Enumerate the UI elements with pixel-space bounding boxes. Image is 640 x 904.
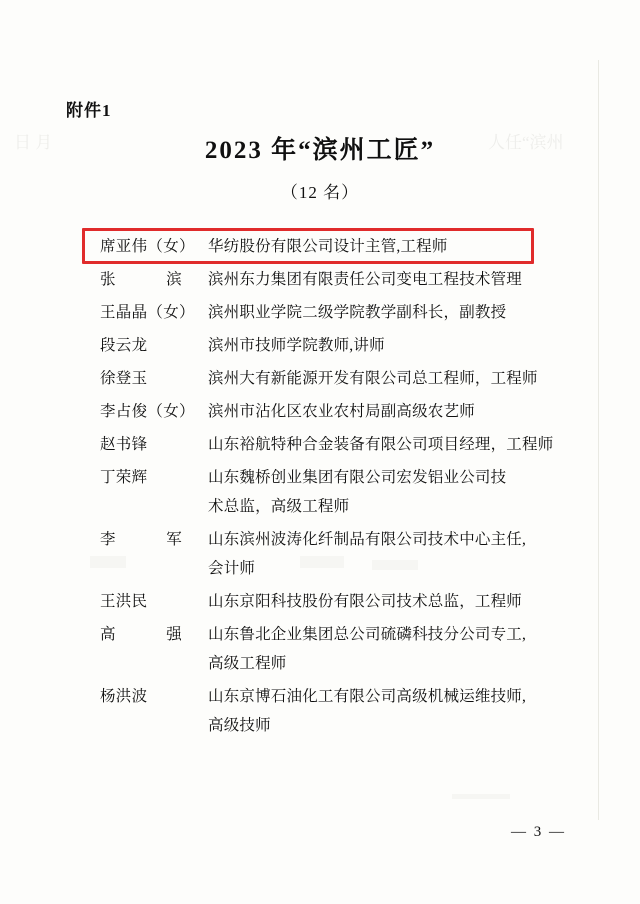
honoree-description-line2: 高级工程师 [208, 655, 287, 672]
honoree-description-line1: 山东裕航特种合金装备有限公司项目经理，工程师 [208, 436, 554, 453]
honoree-description-line1: 山东魏桥创业集团有限公司宏发铝业公司技 [208, 469, 507, 486]
honoree-description [208, 463, 570, 521]
list-item [100, 298, 570, 327]
honoree-list [100, 232, 570, 744]
honoree-description-line1: 滨州职业学院二级学院教学副科长，副教授 [208, 304, 507, 321]
honoree-description [208, 298, 570, 327]
list-item [100, 620, 570, 678]
page-subtitle: （12 名） [280, 183, 360, 202]
honoree-name: 席亚伟（女） [100, 238, 195, 255]
honoree-description [208, 430, 570, 459]
list-item [100, 397, 570, 426]
honoree-description-line2: 会计师 [208, 560, 256, 577]
honoree-description-line1: 山东鲁北企业集团总公司硫磷科技分公司专工, [208, 626, 527, 643]
honoree-name: 徐登玉 [100, 370, 148, 387]
honoree-description-line2: 高级技师 [208, 717, 271, 734]
honoree-name: 丁荣辉 [100, 469, 148, 486]
honoree-name: 张 滨 [100, 271, 182, 288]
honoree-name: 赵书锋 [100, 436, 148, 453]
scan-ghost-top-right: 人任“滨州 [488, 133, 564, 152]
honoree-description [208, 331, 570, 360]
honoree-description-line1: 滨州市沾化区农业农村局副高级农艺师 [208, 403, 475, 420]
honoree-description-line1: 山东京阳科技股份有限公司技术总监，工程师 [208, 593, 523, 610]
honoree-name: 杨洪波 [100, 688, 148, 705]
honoree-description-line1: 滨州东力集团有限责任公司变电工程技术管理 [208, 271, 523, 288]
honoree-name: 段云龙 [100, 337, 148, 354]
honoree-description-line1: 滨州市技师学院教师,讲师 [208, 337, 385, 354]
scan-smudge-4 [452, 794, 510, 799]
honoree-description [208, 397, 570, 426]
list-item [100, 682, 570, 740]
honoree-description [208, 265, 570, 294]
honoree-description-line1: 山东滨州波涛化纤制品有限公司技术中心主任, [208, 531, 527, 548]
list-item [100, 587, 570, 616]
honoree-description [208, 587, 570, 616]
page-edge-line [598, 60, 599, 820]
list-item [100, 463, 570, 521]
list-item [100, 364, 570, 393]
list-item [100, 232, 570, 261]
attachment-label: 附件1 [66, 101, 112, 120]
list-item [100, 331, 570, 360]
honoree-description [208, 232, 570, 261]
honoree-description-line2: 术总监，高级工程师 [208, 498, 350, 515]
honoree-description [208, 364, 570, 393]
list-item [100, 265, 570, 294]
list-item [100, 430, 570, 459]
honoree-description [208, 620, 570, 678]
scan-ghost-left: 日 月 [14, 133, 53, 152]
honoree-name: 王洪民 [100, 593, 148, 610]
page-number: — 3 — [511, 824, 566, 840]
honoree-name: 李占俊（女） [100, 403, 195, 420]
honoree-description [208, 525, 570, 583]
honoree-name: 李 军 [100, 531, 182, 548]
honoree-description-line1: 滨州大有新能源开发有限公司总工程师，工程师 [208, 370, 538, 387]
honoree-description-line1: 华纺股份有限公司设计主管,工程师 [208, 238, 448, 255]
honoree-description [208, 682, 570, 740]
honoree-description-line1: 山东京博石油化工有限公司高级机械运维技师, [208, 688, 527, 705]
page-title: 2023 年“滨州工匠” [204, 137, 436, 164]
honoree-name: 高 强 [100, 626, 182, 643]
honoree-name: 王晶晶（女） [100, 304, 195, 321]
list-item [100, 525, 570, 583]
